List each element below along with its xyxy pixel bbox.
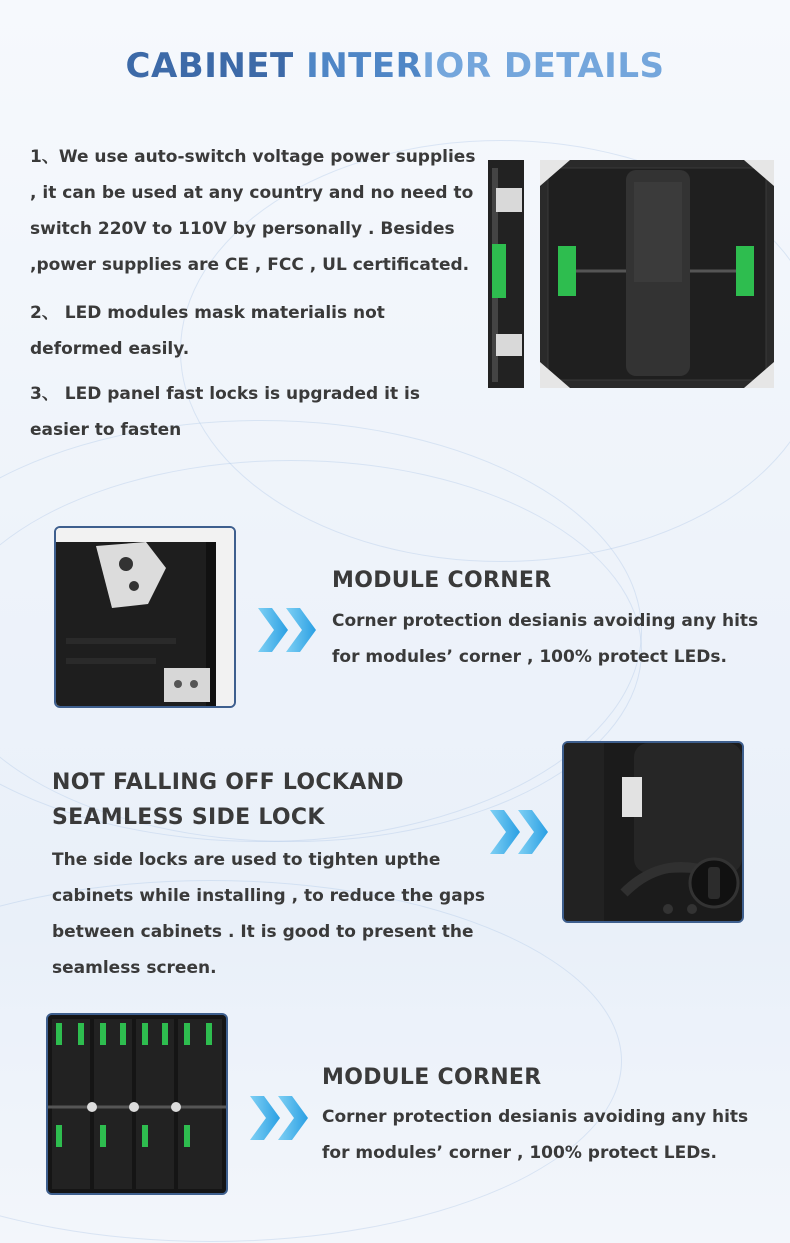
intro-point-1: 1、We use auto-switch voltage power supplies , it can be used at any country and no need to switch 220V to 110V by personally . Besides ,power supplies are CE , FCC , UL certificated.: [30, 147, 476, 275]
page-title: [0, 46, 790, 86]
title-part-2: INTER: [306, 46, 423, 86]
double-chevron-right-icon: [250, 1096, 312, 1144]
section3-text: Corner protection desianis avoiding any hits for modules’ corner , 100% protect LEDs.: [322, 1107, 749, 1163]
title-part-1: CABINET: [125, 46, 307, 86]
section1-heading: MODULE CORNER: [332, 568, 552, 593]
title-part-3: IOR DETAILS: [422, 46, 665, 86]
section1-text: Corner protection desianis avoiding any hits for modules’ corner , 100% protect LEDs.: [332, 611, 759, 667]
cabinet-back-image: [488, 158, 774, 390]
module-array-image: [46, 1013, 228, 1195]
module-corner-image: [54, 526, 236, 708]
section3-heading: MODULE CORNER: [322, 1065, 542, 1090]
intro-point-2: 2、 LED modules mask materialis not deformed easily.: [30, 303, 385, 359]
side-lock-image: [562, 741, 744, 923]
double-chevron-right-icon: [490, 810, 552, 858]
double-chevron-right-icon: [258, 608, 320, 656]
section2-text: The side locks are used to tighten upthe cabinets while installing , to reduce the gaps between cabinets . It is good to present the seamless screen.: [52, 850, 485, 978]
intro-point-3: 3、 LED panel fast locks is upgraded it is easier to fasten: [30, 384, 420, 440]
section2-heading: NOT FALLING OFF LOCKAND SEAMLESS SIDE LOCK: [52, 770, 404, 830]
